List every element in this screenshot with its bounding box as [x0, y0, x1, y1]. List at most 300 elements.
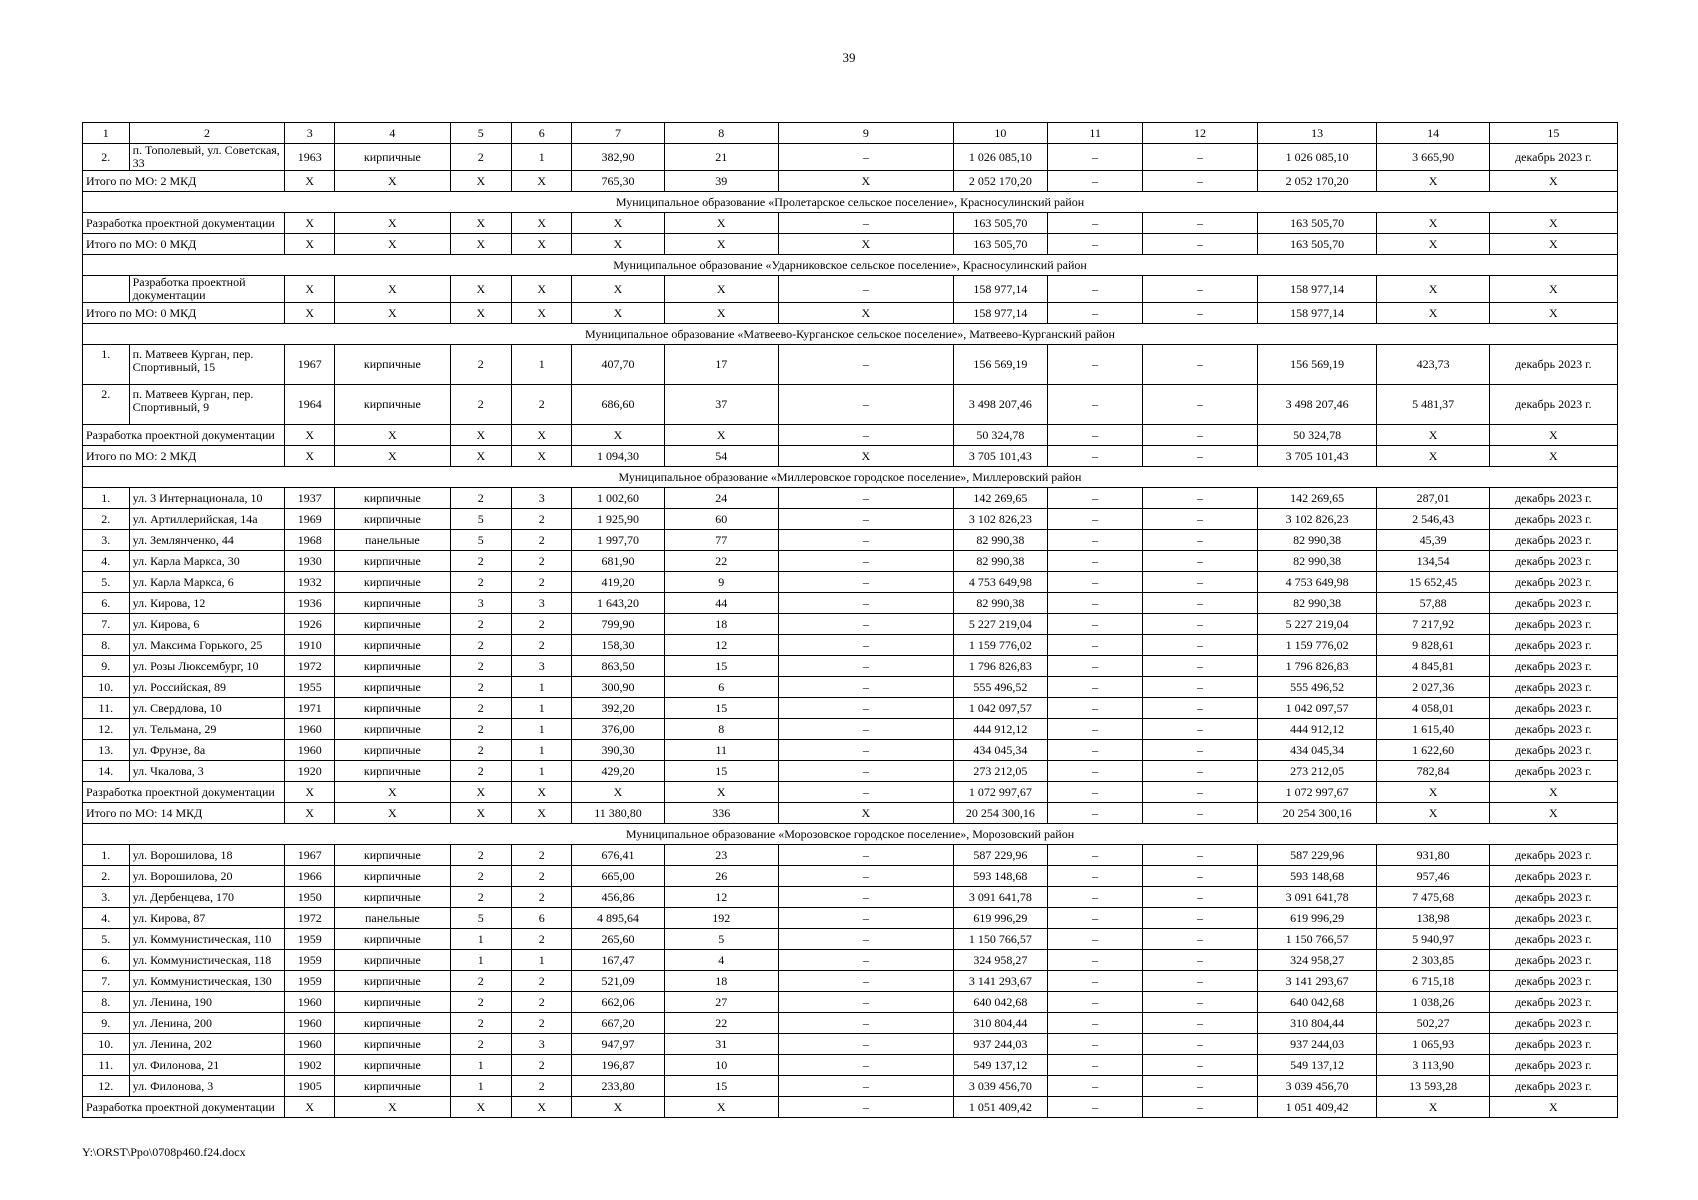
table-cell: 1 150 766,57 [953, 929, 1047, 950]
table-cell: – [1143, 1013, 1257, 1034]
table-cell [83, 276, 130, 303]
table-cell: 1 [450, 950, 511, 971]
table-cell: декабрь 2023 г. [1489, 950, 1617, 971]
table-cell: 1. [83, 488, 130, 509]
table-cell: 7 217,92 [1377, 614, 1489, 635]
table-cell: 662,06 [572, 992, 664, 1013]
summary-row [83, 803, 1618, 824]
table-cell: 3 091 641,78 [953, 887, 1047, 908]
table-body [83, 123, 1618, 1118]
table-cell: 14. [83, 761, 130, 782]
table-cell: X [285, 234, 335, 255]
table-cell: 3 [450, 593, 511, 614]
table-row [83, 488, 1618, 509]
address-cell: ул. Дербенцева, 170 [129, 887, 285, 908]
table-cell: 1 796 826,83 [1257, 656, 1377, 677]
table-cell: – [1143, 171, 1257, 192]
section-header-row [83, 255, 1618, 276]
table-cell: 156 569,19 [1257, 345, 1377, 385]
table-cell: 1932 [285, 572, 335, 593]
table-cell: 434 045,34 [1257, 740, 1377, 761]
table-cell: – [1143, 593, 1257, 614]
table-cell: 44 [664, 593, 778, 614]
municipality-title: Муниципальное образование «Ударниковское сельское поселение», Красносулинский район [83, 255, 1618, 276]
table-cell: 11. [83, 698, 130, 719]
table-cell: X [450, 1097, 511, 1118]
table-cell: декабрь 2023 г. [1489, 719, 1617, 740]
table-cell: 3 [512, 593, 572, 614]
summary-label: Разработка проектной документации [83, 1097, 285, 1118]
column-number-header: 10 [953, 123, 1047, 144]
table-cell: 233,80 [572, 1076, 664, 1097]
table-cell: – [1143, 719, 1257, 740]
table-cell: X [1489, 234, 1617, 255]
table-cell: 1 [512, 761, 572, 782]
table-cell: X [1377, 234, 1489, 255]
table-cell: 587 229,96 [1257, 845, 1377, 866]
table-cell: 1960 [285, 740, 335, 761]
table-cell: 1950 [285, 887, 335, 908]
table-cell: 5 [664, 929, 778, 950]
table-cell: 5 [450, 509, 511, 530]
column-number-header: 4 [335, 123, 450, 144]
table-cell: 134,54 [1377, 551, 1489, 572]
table-cell: – [1048, 719, 1143, 740]
table-cell: 9 828,61 [1377, 635, 1489, 656]
address-cell: ул. Землянченко, 44 [129, 530, 285, 551]
table-cell: 3 [512, 656, 572, 677]
table-cell: 1963 [285, 144, 335, 171]
table-row [83, 530, 1618, 551]
table-cell: 640 042,68 [953, 992, 1047, 1013]
table-cell: кирпичные [335, 385, 450, 425]
table-cell: 3. [83, 530, 130, 551]
summary-row [83, 446, 1618, 467]
table-cell: – [778, 677, 953, 698]
table-cell: кирпичные [335, 656, 450, 677]
column-number-header: 1 [83, 123, 130, 144]
table-cell: 555 496,52 [953, 677, 1047, 698]
table-cell: 686,60 [572, 385, 664, 425]
table-cell: X [778, 171, 953, 192]
table-cell: декабрь 2023 г. [1489, 971, 1617, 992]
table-cell: – [1048, 446, 1143, 467]
table-row [83, 1013, 1618, 1034]
table-cell: 77 [664, 530, 778, 551]
table-cell: 1 051 409,42 [1257, 1097, 1377, 1118]
table-cell: 5. [83, 929, 130, 950]
table-cell: X [450, 276, 511, 303]
table-row [83, 572, 1618, 593]
table-cell: – [1143, 1055, 1257, 1076]
table-cell: X [335, 782, 450, 803]
table-cell: – [1143, 635, 1257, 656]
table-cell: 1955 [285, 677, 335, 698]
table-cell: – [1143, 1076, 1257, 1097]
table-cell: 407,70 [572, 345, 664, 385]
table-cell: 549 137,12 [1257, 1055, 1377, 1076]
table-cell: 1910 [285, 635, 335, 656]
table-cell: 619 996,29 [953, 908, 1047, 929]
table-cell: – [778, 929, 953, 950]
table-cell: 3 113,90 [1377, 1055, 1489, 1076]
table-cell: – [778, 950, 953, 971]
table-cell: 2 [512, 509, 572, 530]
table-cell: 273 212,05 [1257, 761, 1377, 782]
address-cell: ул. Филонова, 21 [129, 1055, 285, 1076]
table-cell: декабрь 2023 г. [1489, 488, 1617, 509]
table-cell: X [1489, 213, 1617, 234]
summary-row [83, 782, 1618, 803]
table-cell: кирпичные [335, 677, 450, 698]
table-cell: 2 [450, 761, 511, 782]
table-cell: 163 505,70 [1257, 213, 1377, 234]
table-cell: 9. [83, 656, 130, 677]
table-cell: 10 [664, 1055, 778, 1076]
table-cell: 1960 [285, 1013, 335, 1034]
table-cell: кирпичные [335, 866, 450, 887]
table-row [83, 1034, 1618, 1055]
table-cell: 1 622,60 [1377, 740, 1489, 761]
table-cell: 5 [450, 908, 511, 929]
table-cell: 2 [512, 971, 572, 992]
table-cell: 2 [512, 614, 572, 635]
address-cell: ул. Чкалова, 3 [129, 761, 285, 782]
table-cell: 7 475,68 [1377, 887, 1489, 908]
table-cell: X [285, 303, 335, 324]
table-cell: – [778, 656, 953, 677]
address-cell: ул. Ворошилова, 20 [129, 866, 285, 887]
table-cell: 2 [450, 572, 511, 593]
table-cell: 265,60 [572, 929, 664, 950]
table-cell: 1 002,60 [572, 488, 664, 509]
table-cell: 1959 [285, 950, 335, 971]
table-cell: 11 380,80 [572, 803, 664, 824]
table-cell: 6. [83, 950, 130, 971]
table-cell: 22 [664, 551, 778, 572]
table-cell: 163 505,70 [953, 234, 1047, 255]
table-cell: 3 498 207,46 [1257, 385, 1377, 425]
table-cell: X [1489, 171, 1617, 192]
table-cell: 1 [450, 929, 511, 950]
table-cell: – [778, 971, 953, 992]
table-cell: 4. [83, 908, 130, 929]
table-cell: – [778, 425, 953, 446]
table-cell: декабрь 2023 г. [1489, 1076, 1617, 1097]
table-cell: 82 990,38 [953, 530, 1047, 551]
table-cell: 3 039 456,70 [953, 1076, 1047, 1097]
municipality-title: Муниципальное образование «Миллеровское городское поселение», Миллеровский район [83, 467, 1618, 488]
table-cell: 196,87 [572, 1055, 664, 1076]
address-cell: Разработка проектной документации [129, 276, 285, 303]
table-cell: 10. [83, 677, 130, 698]
table-cell: 1936 [285, 593, 335, 614]
table-cell: 444 912,12 [953, 719, 1047, 740]
table-cell: кирпичные [335, 1055, 450, 1076]
table-cell: X [450, 171, 511, 192]
table-cell: X [1489, 425, 1617, 446]
address-cell: ул. Ленина, 202 [129, 1034, 285, 1055]
table-cell: – [778, 719, 953, 740]
table-cell: кирпичные [335, 761, 450, 782]
table-cell: 1967 [285, 845, 335, 866]
table-row [83, 929, 1618, 950]
address-cell: ул. Максима Горького, 25 [129, 635, 285, 656]
column-number-header: 15 [1489, 123, 1617, 144]
footer-file-path: Y:\ORST\Ppo\0708p460.f24.docx [82, 1145, 246, 1159]
address-cell: ул. Коммунистическая, 118 [129, 950, 285, 971]
table-cell: декабрь 2023 г. [1489, 845, 1617, 866]
table-cell: 1 [450, 1055, 511, 1076]
table-cell: 4 753 649,98 [953, 572, 1047, 593]
table-cell: – [778, 530, 953, 551]
table-cell: 192 [664, 908, 778, 929]
table-cell: X [512, 171, 572, 192]
table-cell: декабрь 2023 г. [1489, 144, 1617, 171]
table-cell: – [778, 1055, 953, 1076]
table-cell: – [1048, 761, 1143, 782]
table-row [83, 509, 1618, 530]
table-cell: 6 [664, 677, 778, 698]
table-cell: – [1048, 1076, 1143, 1097]
table-cell: 22 [664, 1013, 778, 1034]
table-cell: 3 705 101,43 [953, 446, 1047, 467]
table-cell: X [285, 803, 335, 824]
table-cell: 2 [450, 635, 511, 656]
table-cell: 1 925,90 [572, 509, 664, 530]
column-number-header: 12 [1143, 123, 1257, 144]
table-cell: – [1048, 614, 1143, 635]
table-cell: 434 045,34 [953, 740, 1047, 761]
table-cell: 4. [83, 551, 130, 572]
table-cell: 37 [664, 385, 778, 425]
summary-label: Итого по МО: 2 МКД [83, 171, 285, 192]
table-cell: декабрь 2023 г. [1489, 572, 1617, 593]
table-row [83, 276, 1618, 303]
table-cell: – [1143, 551, 1257, 572]
address-cell: ул. Коммунистическая, 110 [129, 929, 285, 950]
table-cell: декабрь 2023 г. [1489, 635, 1617, 656]
table-cell: 2 [512, 572, 572, 593]
municipality-title: Муниципальное образование «Морозовское городское поселение», Морозовский район [83, 824, 1618, 845]
table-cell: 1969 [285, 509, 335, 530]
table-cell: 12. [83, 719, 130, 740]
address-cell: п. Матвеев Курган, пер. Спортивный, 15 [129, 345, 285, 385]
table-cell: 18 [664, 614, 778, 635]
summary-label: Итого по МО: 14 МКД [83, 803, 285, 824]
table-cell: 2 303,85 [1377, 950, 1489, 971]
table-cell: кирпичные [335, 698, 450, 719]
table-cell: 45,39 [1377, 530, 1489, 551]
table-cell: 2 [512, 887, 572, 908]
table-cell: X [450, 213, 511, 234]
table-row [83, 593, 1618, 614]
table-cell: – [778, 509, 953, 530]
summary-row [83, 425, 1618, 446]
table-cell: декабрь 2023 г. [1489, 345, 1617, 385]
table-cell: – [1143, 572, 1257, 593]
table-cell: 931,80 [1377, 845, 1489, 866]
table-cell: 142 269,65 [1257, 488, 1377, 509]
table-cell: 681,90 [572, 551, 664, 572]
table-cell: 8. [83, 635, 130, 656]
table-cell: 11. [83, 1055, 130, 1076]
table-cell: 20 254 300,16 [953, 803, 1047, 824]
table-cell: декабрь 2023 г. [1489, 593, 1617, 614]
table-cell: 1 042 097,57 [1257, 698, 1377, 719]
address-cell: ул. Тельмана, 29 [129, 719, 285, 740]
column-number-header: 5 [450, 123, 511, 144]
table-cell: X [572, 1097, 664, 1118]
table-cell: – [1143, 740, 1257, 761]
table-cell: 1 [512, 144, 572, 171]
section-header-row [83, 467, 1618, 488]
table-row [83, 992, 1618, 1013]
table-cell: 15 [664, 698, 778, 719]
table-cell: X [572, 213, 664, 234]
table-cell: 676,41 [572, 845, 664, 866]
table-cell: 947,97 [572, 1034, 664, 1055]
table-cell: X [285, 446, 335, 467]
column-number-header: 14 [1377, 123, 1489, 144]
table-cell: 1 [512, 345, 572, 385]
table-cell: 2 [512, 530, 572, 551]
table-cell: 2 052 170,20 [953, 171, 1047, 192]
table-cell: 521,09 [572, 971, 664, 992]
table-cell: X [512, 425, 572, 446]
table-cell: – [1143, 234, 1257, 255]
table-cell: X [285, 171, 335, 192]
table-cell: 13 593,28 [1377, 1076, 1489, 1097]
table-cell: 167,47 [572, 950, 664, 971]
table-cell: – [778, 866, 953, 887]
table-cell: 163 505,70 [953, 213, 1047, 234]
table-cell: 2 [512, 551, 572, 572]
table-cell: 158 977,14 [1257, 303, 1377, 324]
table-cell: X [572, 276, 664, 303]
table-cell: – [1048, 171, 1143, 192]
table-cell: X [450, 425, 511, 446]
table-cell: X [664, 234, 778, 255]
table-cell: 1 796 826,83 [953, 656, 1047, 677]
table-cell: 3 705 101,43 [1257, 446, 1377, 467]
table-cell: – [1048, 530, 1143, 551]
table-cell: 382,90 [572, 144, 664, 171]
table-cell: X [285, 782, 335, 803]
table-cell: 3 102 826,23 [1257, 509, 1377, 530]
table-cell: кирпичные [335, 950, 450, 971]
table-cell: 665,00 [572, 866, 664, 887]
table-cell: 2 [450, 740, 511, 761]
table-cell: X [1377, 171, 1489, 192]
summary-row [83, 171, 1618, 192]
table-row [83, 551, 1618, 572]
summary-row [83, 213, 1618, 234]
table-cell: 1 [512, 950, 572, 971]
table-cell: кирпичные [335, 551, 450, 572]
table-cell: 310 804,44 [953, 1013, 1047, 1034]
table-cell: X [335, 234, 450, 255]
table-cell: – [1143, 866, 1257, 887]
table-cell: 937 244,03 [953, 1034, 1047, 1055]
table-cell: – [1143, 950, 1257, 971]
table-cell: – [1048, 677, 1143, 698]
table-cell: 2 [450, 385, 511, 425]
table-cell: 1 [512, 677, 572, 698]
table-cell: кирпичные [335, 572, 450, 593]
table-cell: декабрь 2023 г. [1489, 740, 1617, 761]
address-cell: ул. 3 Интернационала, 10 [129, 488, 285, 509]
table-cell: 1 159 776,02 [953, 635, 1047, 656]
table-cell: 156 569,19 [953, 345, 1047, 385]
table-cell: X [1377, 303, 1489, 324]
table-cell: 82 990,38 [953, 551, 1047, 572]
table-cell: 6. [83, 593, 130, 614]
table-cell: – [778, 992, 953, 1013]
table-cell: X [450, 803, 511, 824]
table-cell: – [1048, 1055, 1143, 1076]
table-cell: X [512, 803, 572, 824]
municipality-title: Муниципальное образование «Пролетарское сельское поселение», Красносулинский район [83, 192, 1618, 213]
table-cell: – [1143, 614, 1257, 635]
table-cell: X [1377, 782, 1489, 803]
table-cell: 15 [664, 656, 778, 677]
table-cell: 1 [512, 719, 572, 740]
table-cell: декабрь 2023 г. [1489, 656, 1617, 677]
table-row [83, 740, 1618, 761]
table-cell: 2 [512, 385, 572, 425]
table-cell: X [512, 276, 572, 303]
table-cell: 3 102 826,23 [953, 509, 1047, 530]
column-number-header: 11 [1048, 123, 1143, 144]
table-cell: декабрь 2023 г. [1489, 761, 1617, 782]
table-cell: 2 [450, 887, 511, 908]
table-cell: 9. [83, 1013, 130, 1034]
address-cell: ул. Ворошилова, 18 [129, 845, 285, 866]
table-cell: 376,00 [572, 719, 664, 740]
table-cell: – [1143, 845, 1257, 866]
table-cell: 1 [450, 1076, 511, 1097]
table-cell: 2 [450, 656, 511, 677]
table-cell: 2 [450, 845, 511, 866]
table-cell: 310 804,44 [1257, 1013, 1377, 1034]
table-cell: кирпичные [335, 1034, 450, 1055]
table-cell: – [1048, 345, 1143, 385]
table-cell: 5 227 219,04 [953, 614, 1047, 635]
table-cell: 1 072 997,67 [953, 782, 1047, 803]
table-cell: 1 643,20 [572, 593, 664, 614]
table-row [83, 385, 1618, 425]
table-cell: 324 958,27 [1257, 950, 1377, 971]
table-cell: 2 [512, 1076, 572, 1097]
table-cell: 138,98 [1377, 908, 1489, 929]
table-cell: 1971 [285, 698, 335, 719]
table-cell: X [512, 446, 572, 467]
table-cell: – [778, 213, 953, 234]
table-cell: 1 150 766,57 [1257, 929, 1377, 950]
table-cell: 2 [450, 1013, 511, 1034]
address-cell: ул. Свердлова, 10 [129, 698, 285, 719]
table-cell: – [1048, 385, 1143, 425]
table-cell: 2 027,36 [1377, 677, 1489, 698]
table-row [83, 845, 1618, 866]
table-cell: 3 141 293,67 [1257, 971, 1377, 992]
table-cell: – [1143, 803, 1257, 824]
table-cell: – [1143, 656, 1257, 677]
table-cell: – [1143, 929, 1257, 950]
table-cell: декабрь 2023 г. [1489, 929, 1617, 950]
table-cell: – [1143, 1097, 1257, 1118]
